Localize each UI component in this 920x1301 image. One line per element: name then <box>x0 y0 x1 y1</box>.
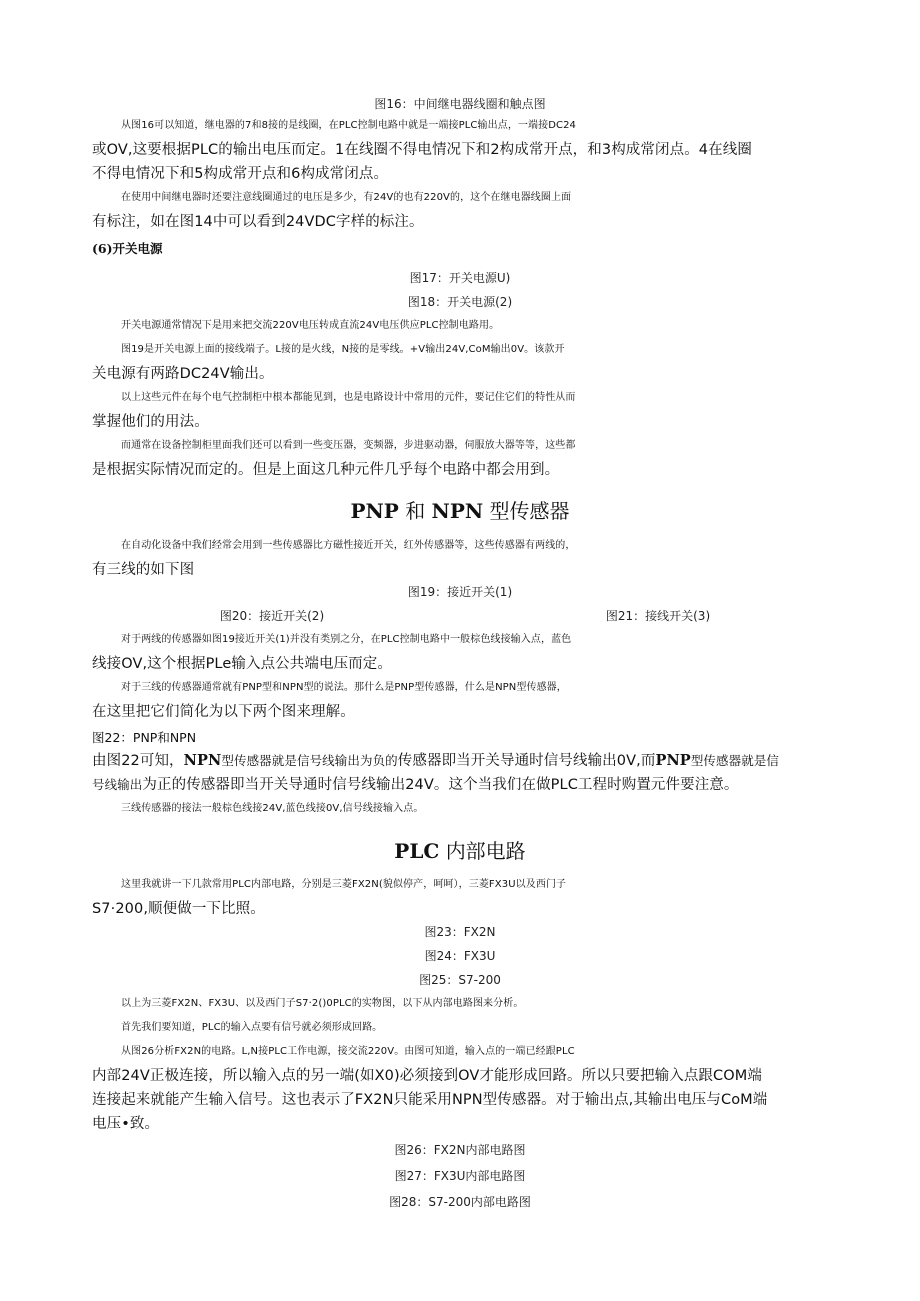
text-line: 有三线的如下图 <box>92 562 195 578</box>
plc-paragraph-4 <box>92 1040 826 1136</box>
text-line: 内部24V正极连接，所以输入点的另一端(如X0)必须接到OV才能形成回路。所以只要把输入点跟COM端 <box>92 1068 762 1084</box>
title-part: PNP <box>350 499 399 523</box>
text-line: 有标注，如在图14中可以看到24VDC字样的标注。 <box>92 214 424 230</box>
text-line: 连接起来就能产生输入信号。这也表示了FX2N只能采用NPN型传感器。对于输出点,其输出电压与CoM端 <box>92 1092 768 1108</box>
text-line: 或OV,这要根据PLC的输出电压而定。1在线圈不得电情况下和2构成常开点，和3构成常闭点。4在线圈 <box>92 142 752 158</box>
figure-caption-26: 图26：FX2N内部电路图 <box>394 1143 526 1157</box>
figure-caption-20: 图20：接近开关(2) <box>219 609 325 623</box>
sensor-paragraph-1 <box>92 534 826 582</box>
sensor-paragraph-3 <box>92 676 826 724</box>
figure-caption-23: 图23：FX2N <box>424 925 496 939</box>
figure-caption-27: 图27：FX3U内部电路图 <box>394 1169 526 1183</box>
sensor-paragraph-5 <box>92 797 826 821</box>
figure-caption-17: 图17：开关电源U) <box>409 271 511 285</box>
text-line: 图19是开关电源上面的接线端子。L接的是火线，N接的是零线。+V输出24V,CoM输出0V。该款开 <box>121 344 565 355</box>
text-line: 在这里把它们简化为以下两个图来理解。 <box>92 704 355 720</box>
psu-paragraph-4 <box>92 434 826 482</box>
emphasis-pnp: PNP <box>655 752 691 769</box>
figure-caption-24: 图24：FX3U <box>424 949 496 963</box>
sensor-paragraph-2 <box>92 628 826 676</box>
heading-number: (6) <box>92 241 113 256</box>
text-line: 首先我们要知道，PLC的输入点要有信号就必须形成回路。 <box>121 1022 383 1033</box>
text-line: 不得电情况下和5构成常开点和6构成常闭点。 <box>92 166 389 182</box>
sensor-paragraph-4 <box>92 749 826 797</box>
text-line: 对于三线的传感器通常就有PNP型和NPN型的说法。那什么是PNP型传感器，什么是NPN型传感器， <box>121 682 567 693</box>
figure-caption-25: 图25：S7-200 <box>419 973 501 987</box>
text-line: 关电源有两路DC24V输出。 <box>92 366 274 382</box>
text-line <box>92 749 826 773</box>
title-part: 和 <box>405 499 426 523</box>
figure-caption-21: 图21：接线开关(3) <box>605 609 711 623</box>
psu-paragraph-3 <box>92 386 826 434</box>
plc-paragraph-3 <box>92 1016 826 1040</box>
text-line: 从图26分析FX2N的电路。L,N接PLC工作电源，接交流220V。由图可知道，输入点的一端已经跟PLC <box>121 1046 575 1057</box>
text-run: 号线输出 <box>92 777 143 792</box>
plc-paragraph-2 <box>92 992 826 1016</box>
text-run: 型传感器就是信号线输出为负的 <box>221 753 398 768</box>
text-line: 对于两线的传感器如图19接近开关(1)并没有类别之分，在PLC控制电路中一般棕色线接输入点，蓝色 <box>121 634 572 645</box>
text-line: 以上这些元件在每个电气控制柜中根本都能见到，也是电路设计中常用的元件，要记住它们的特性从而 <box>121 392 576 403</box>
text-line: 掌握他们的用法。 <box>92 414 209 430</box>
title-part: 型传感器 <box>489 499 570 523</box>
heading-text: 开关电源 <box>112 241 163 256</box>
emphasis-npn: NPN <box>183 752 222 769</box>
figure-caption-22: 图22：PNP和NPN <box>92 730 197 745</box>
section-title-pnp-npn <box>0 497 920 525</box>
text-line: 是根据实际情况而定的。但是上面这几种元件几乎每个电路中都会用到。 <box>92 462 560 478</box>
plc-paragraph-1 <box>92 873 826 921</box>
text-line: S7·200,顺便做一下比照。 <box>92 901 265 917</box>
relay-paragraph-1 <box>92 114 826 186</box>
title-part: 内部电路 <box>445 839 526 863</box>
figure-caption-18: 图18：开关电源(2) <box>407 295 513 309</box>
text-line: 而通常在设备控制柜里面我们还可以看到一些变压器，变频器，步进驱动器，伺服放大器等等，这些都 <box>121 440 576 451</box>
title-part: PLC <box>394 839 440 863</box>
text-line: 三线传感器的接法一般棕色线接24V,蓝色线接0V,信号线接输入点。 <box>121 803 424 814</box>
psu-paragraph-1 <box>92 314 826 338</box>
figure-caption-16: 图16：中间继电器线圈和触点图 <box>374 97 546 111</box>
text-line: 这里我就讲一下几款常用PLC内部电路，分别是三菱FX2N(貌似停产，呵呵），三菱FX3U以及西门子 <box>121 879 567 890</box>
text-line: 在自动化设备中我们经常会用到一些传感器比方磁性接近开关，红外传感器等，这些传感器有两线的， <box>121 540 576 551</box>
text-line: 电压•致。 <box>92 1116 160 1132</box>
psu-paragraph-2 <box>92 338 826 386</box>
relay-paragraph-2 <box>92 186 826 234</box>
text-line: 以上为三菱FX2N、FX3U、以及西门子S7·2()0PLC的实物图，以下从内部电路图来分析。 <box>121 998 524 1009</box>
text-run: 型传感器就是信 <box>690 753 780 768</box>
text-line: 在使用中间继电器时还要注意线圈通过的电压是多少，有24V的也有220V的，这个在继电器线圈上面 <box>121 192 572 203</box>
title-part: NPN <box>431 499 484 523</box>
text-run: 传感器即当开关导通时信号线输出0V,而 <box>397 753 656 769</box>
text-line: 线接OV,这个根据PLe输入点公共端电压而定。 <box>92 656 392 672</box>
figure-caption-28: 图28：S7-200内部电路图 <box>389 1195 531 1209</box>
section-heading-switch-psu <box>92 241 163 257</box>
text-line <box>92 773 826 797</box>
text-line: 从图16可以知道，继电器的7和8接的是线圈，在PLC控制电路中就是一端接PLC输出点，一端接DC24 <box>121 120 577 131</box>
text-run: 由图22可知， <box>92 753 184 769</box>
figure-caption-19: 图19：接近开关(1) <box>407 585 513 599</box>
text-run: 为正的传感器即当开关导通时信号线输出24V。这个当我们在做PLC工程时购置元件要注意。 <box>142 777 739 793</box>
text-line: 开关电源通常情况下是用来把交流220V电压转成直流24V电压供应PLC控制电路用。 <box>121 320 500 331</box>
section-title-plc-internal <box>0 837 920 865</box>
